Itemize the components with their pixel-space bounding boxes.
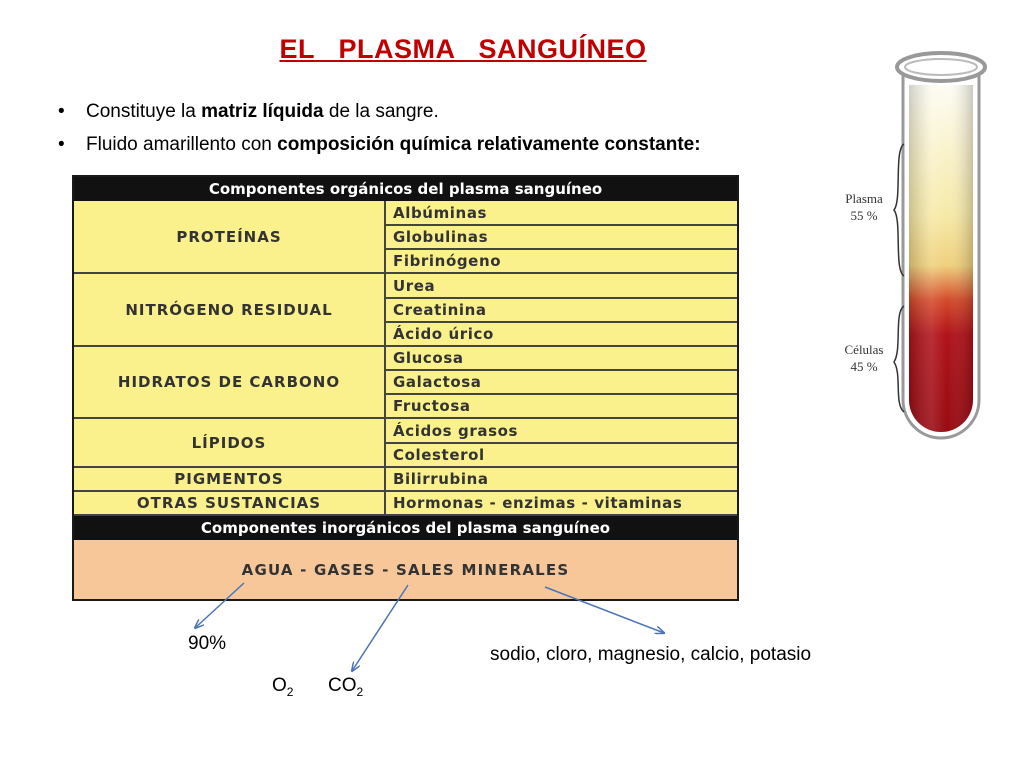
o2-label: $O_2$ bbox=[272, 675, 294, 699]
arrow-water bbox=[195, 583, 244, 628]
water-percentage: 90% bbox=[188, 633, 227, 654]
table-item: Urea bbox=[384, 274, 737, 299]
organic-header: Componentes orgánicos del plasma sanguíneo bbox=[74, 177, 737, 201]
category-carbohydrates: HIDRATOS DE CARBONO bbox=[74, 347, 384, 419]
bullet-text: Fluido amarillento con composición química relativamente constante: bbox=[86, 134, 701, 155]
category-other: OTRAS SUSTANCIAS bbox=[74, 492, 384, 516]
inorganic-header: Componentes inorgánicos del plasma sanguíneo bbox=[74, 516, 737, 540]
table-item: Bilirrubina bbox=[384, 468, 737, 492]
table-item: Fructosa bbox=[384, 395, 737, 419]
page-title: EL PLASMA SANGUÍNEO bbox=[279, 34, 647, 64]
arrow-salts bbox=[545, 587, 664, 633]
arrow-gases bbox=[352, 585, 408, 671]
tube-brackets bbox=[890, 140, 910, 420]
table-item: Creatinina bbox=[384, 299, 737, 323]
co2-label: $CO_2$ bbox=[328, 675, 364, 699]
table-item: Colesterol bbox=[384, 444, 737, 468]
table-item: Glucosa bbox=[384, 347, 737, 371]
table-item: Fibrinógeno bbox=[384, 250, 737, 274]
table-item: Ácido úrico bbox=[384, 323, 737, 347]
bullet-text: Constituye la matriz líquida de la sangre. bbox=[86, 101, 439, 122]
inorganic-components: AGUA - GASES - SALES MINERALES bbox=[74, 540, 737, 599]
mineral-salts-list: sodio, cloro, magnesio, calcio, potasio bbox=[490, 644, 812, 665]
table-item: Ácidos grasos bbox=[384, 419, 737, 444]
table-item: Galactosa bbox=[384, 371, 737, 395]
table-item: Globulinas bbox=[384, 226, 737, 250]
category-residual-nitrogen: NITRÓGENO RESIDUAL bbox=[74, 274, 384, 347]
table-item: Hormonas - enzimas - vitaminas bbox=[384, 492, 737, 516]
bullet-dot: • bbox=[58, 101, 65, 122]
category-proteins: PROTEÍNAS bbox=[74, 201, 384, 274]
table-item: Albúminas bbox=[384, 201, 737, 226]
plasma-label: Plasma 55 % bbox=[845, 191, 883, 223]
category-lipids: LÍPIDOS bbox=[74, 419, 384, 468]
category-pigments: PIGMENTOS bbox=[74, 468, 384, 492]
cells-label: Células 45 % bbox=[844, 342, 884, 374]
bullet-dot: • bbox=[58, 134, 65, 155]
